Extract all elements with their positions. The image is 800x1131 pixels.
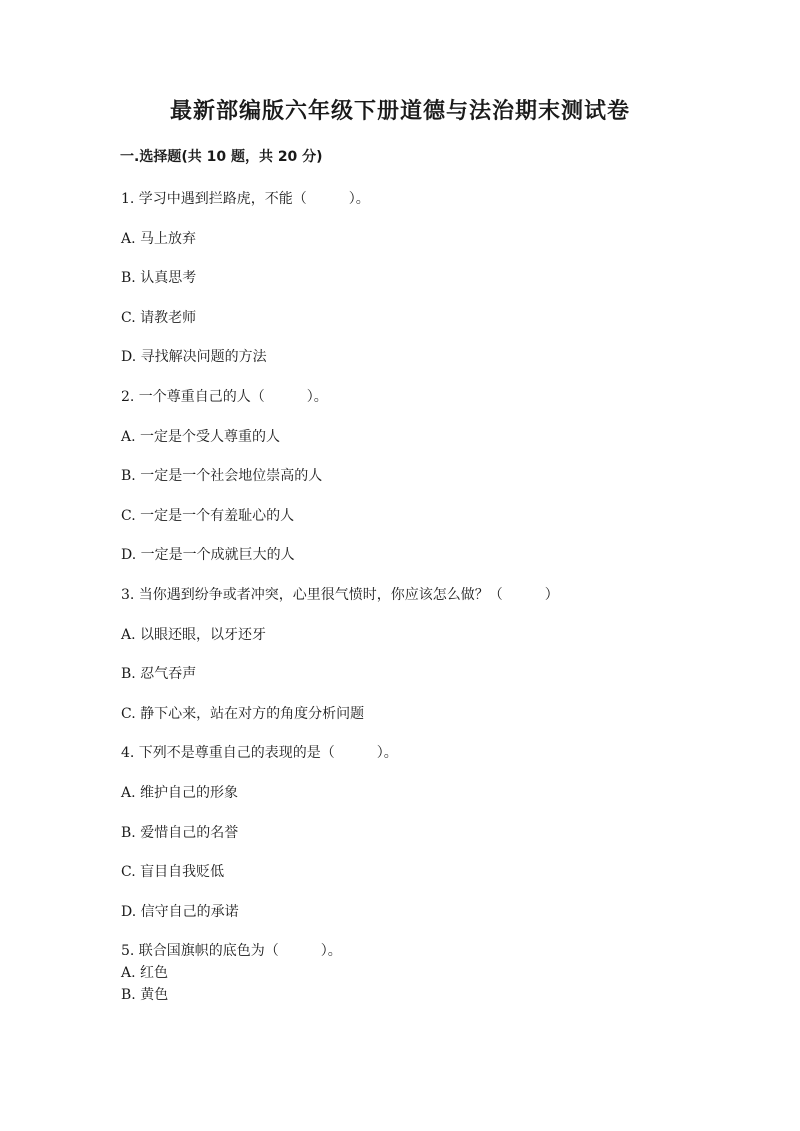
section-heading-multiple-choice: 一.选择题(共 10 题，共 20 分) (120, 149, 323, 165)
question-3-option-a: A. 以眼还眼，以牙还牙 (121, 627, 267, 643)
question-2-stem: 2. 一个尊重自己的人（ ）。 (121, 389, 328, 405)
question-1-option-a: A. 马上放弃 (121, 231, 197, 247)
question-4-option-d: D. 信守自己的承诺 (121, 904, 239, 920)
question-2-option-c: C. 一定是一个有羞耻心的人 (121, 508, 295, 524)
question-2-option-d: D. 一定是一个成就巨大的人 (121, 547, 295, 563)
question-3-option-b: B. 忍气吞声 (121, 666, 197, 682)
question-4-option-a: A. 维护自己的形象 (121, 785, 239, 801)
question-1-option-b: B. 认真思考 (121, 270, 197, 286)
question-5-option-b: B. 黄色 (121, 987, 169, 1003)
question-4-option-c: C. 盲目自我贬低 (121, 864, 225, 880)
question-1-option-c: C. 请教老师 (121, 310, 197, 326)
question-3-stem: 3. 当你遇到纷争或者冲突，心里很气愤时，你应该怎么做？（ ） (121, 587, 559, 603)
question-5-option-a: A. 红色 (121, 965, 169, 981)
question-1-stem: 1. 学习中遇到拦路虎，不能（ ）。 (121, 191, 370, 207)
question-5-stem: 5. 联合国旗帜的底色为（ ）。 (121, 943, 342, 959)
page-title: 最新部编版六年级下册道德与法治期末测试卷 (169, 98, 630, 124)
question-1-option-d: D. 寻找解决问题的方法 (121, 349, 267, 365)
question-2-option-a: A. 一定是个受人尊重的人 (121, 429, 281, 445)
question-3-option-c: C. 静下心来，站在对方的角度分析问题 (121, 706, 365, 722)
question-4-option-b: B. 爱惜自己的名誉 (121, 825, 239, 841)
question-4-stem: 4. 下列不是尊重自己的表现的是（ ）。 (121, 745, 398, 761)
question-2-option-b: B. 一定是一个社会地位崇高的人 (121, 468, 323, 484)
